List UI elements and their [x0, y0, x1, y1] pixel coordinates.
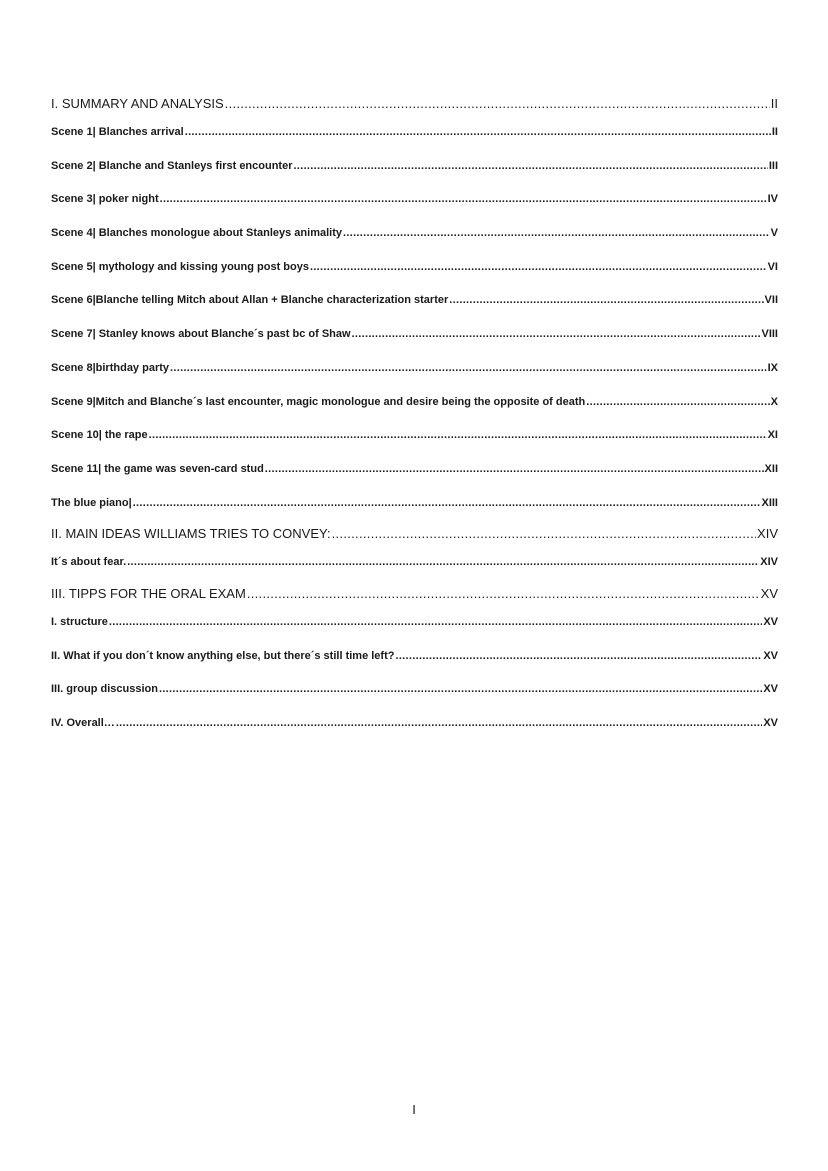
toc-entry-scene-7[interactable]	[51, 318, 778, 352]
toc-entry-label: I. structure	[51, 615, 108, 628]
dot-leader	[133, 487, 761, 521]
toc-entry-label: II. What if you don´t know anything else, but there´s still time left?	[51, 649, 395, 662]
toc-entry-structure[interactable]	[51, 606, 778, 640]
toc-entry-label: Scene 6|Blanche telling Mitch about Allan + Blanche characterization starter	[51, 294, 449, 307]
toc-entry-label: Scene 2| Blanche and Stanleys first encounter	[51, 159, 293, 172]
toc-entry-scene-8[interactable]	[51, 352, 778, 386]
dot-leader	[449, 284, 763, 318]
toc-entry-page: II	[770, 96, 778, 111]
toc-entry-page: IV	[767, 193, 778, 206]
toc-entry-label: Scene 1| Blanches arrival	[51, 126, 184, 138]
dot-leader	[160, 183, 767, 217]
toc-entry-group-discussion[interactable]	[51, 673, 778, 707]
toc-entry-scene-9[interactable]	[51, 386, 778, 420]
dot-leader	[310, 251, 767, 285]
toc-entry-tipps-oral-exam[interactable]	[51, 582, 778, 606]
page-number: I	[412, 1102, 416, 1117]
toc-entry-overall[interactable]	[51, 707, 778, 741]
toc-entry-page: VI	[767, 260, 778, 273]
dot-leader	[395, 640, 762, 674]
toc-entry-scene-10[interactable]	[51, 419, 778, 453]
dot-leader	[265, 453, 764, 487]
toc-entry-label: Scene 9|Mitch and Blanche´s last encounter, magic monologue and desire being the opposite of death	[51, 395, 586, 408]
toc-entry-blue-piano[interactable]	[51, 487, 778, 521]
toc-entry-page: III	[768, 159, 778, 172]
dot-leader	[185, 116, 771, 150]
toc-entry-label: III. group discussion	[51, 683, 158, 696]
dot-leader	[170, 352, 767, 386]
toc-entry-label: It´s about fear.	[51, 556, 127, 569]
toc-entry-label: IV. Overall…	[51, 717, 115, 729]
toc-entry-time-left[interactable]	[51, 640, 778, 674]
dot-leader	[116, 707, 763, 741]
toc-entry-page: II	[771, 126, 778, 138]
toc-entry-label: Scene 4| Blanches monologue about Stanleys animality	[51, 227, 342, 240]
toc-entry-summary-and-analysis[interactable]	[51, 92, 778, 116]
toc-entry-about-fear[interactable]	[51, 546, 778, 580]
toc-entry-page: XV	[763, 615, 778, 628]
table-of-contents	[51, 92, 778, 741]
toc-entry-page: XI	[767, 429, 778, 442]
toc-entry-label: I. SUMMARY AND ANALYSIS	[51, 96, 224, 111]
toc-entry-page: XII	[764, 462, 778, 475]
dot-leader	[294, 150, 768, 184]
toc-entry-label: Scene 10| the rape	[51, 429, 148, 442]
toc-entry-page: XIV	[757, 526, 778, 542]
dot-leader	[586, 386, 769, 420]
toc-entry-page: XV	[763, 717, 778, 729]
dot-leader	[343, 217, 770, 251]
toc-entry-label: Scene 3| poker night	[51, 193, 159, 206]
toc-entry-scene-2[interactable]	[51, 150, 778, 184]
toc-entry-label: The blue piano|	[51, 496, 132, 509]
toc-entry-scene-1[interactable]	[51, 116, 778, 150]
toc-entry-label: III. TIPPS FOR THE ORAL EXAM	[51, 585, 246, 601]
toc-entry-label: Scene 5| mythology and kissing young post boys	[51, 260, 309, 273]
toc-entry-scene-5[interactable]	[51, 251, 778, 285]
dot-leader	[247, 582, 760, 606]
dot-leader	[109, 606, 762, 640]
toc-entry-page: XIII	[761, 496, 778, 509]
toc-entry-page: IX	[767, 361, 778, 374]
toc-entry-scene-6[interactable]	[51, 284, 778, 318]
toc-entry-page: XV	[760, 585, 778, 601]
toc-entry-page: XV	[763, 649, 778, 662]
toc-entry-scene-3[interactable]	[51, 183, 778, 217]
toc-entry-page: VII	[764, 294, 778, 307]
dot-leader	[225, 92, 770, 116]
toc-entry-label: II. MAIN IDEAS WILLIAMS TRIES TO CONVEY:	[51, 526, 331, 542]
toc-entry-scene-4[interactable]	[51, 217, 778, 251]
dot-leader	[159, 673, 762, 707]
toc-entry-label: Scene 8|birthday party	[51, 361, 170, 374]
toc-entry-scene-11[interactable]	[51, 453, 778, 487]
dot-leader	[352, 318, 761, 352]
dot-leader	[127, 546, 759, 580]
toc-entry-label: Scene 11| the game was seven-card stud	[51, 462, 264, 475]
toc-entry-page: XV	[763, 683, 778, 696]
toc-entry-page: V	[770, 227, 778, 240]
dot-leader	[149, 419, 767, 453]
dot-leader	[332, 522, 756, 546]
toc-entry-main-ideas[interactable]	[51, 522, 778, 546]
toc-entry-page: X	[770, 395, 778, 408]
toc-entry-page: VIII	[761, 328, 778, 341]
toc-entry-label: Scene 7| Stanley knows about Blanche´s past bc of Shaw	[51, 328, 351, 341]
toc-entry-page: XIV	[760, 556, 778, 569]
